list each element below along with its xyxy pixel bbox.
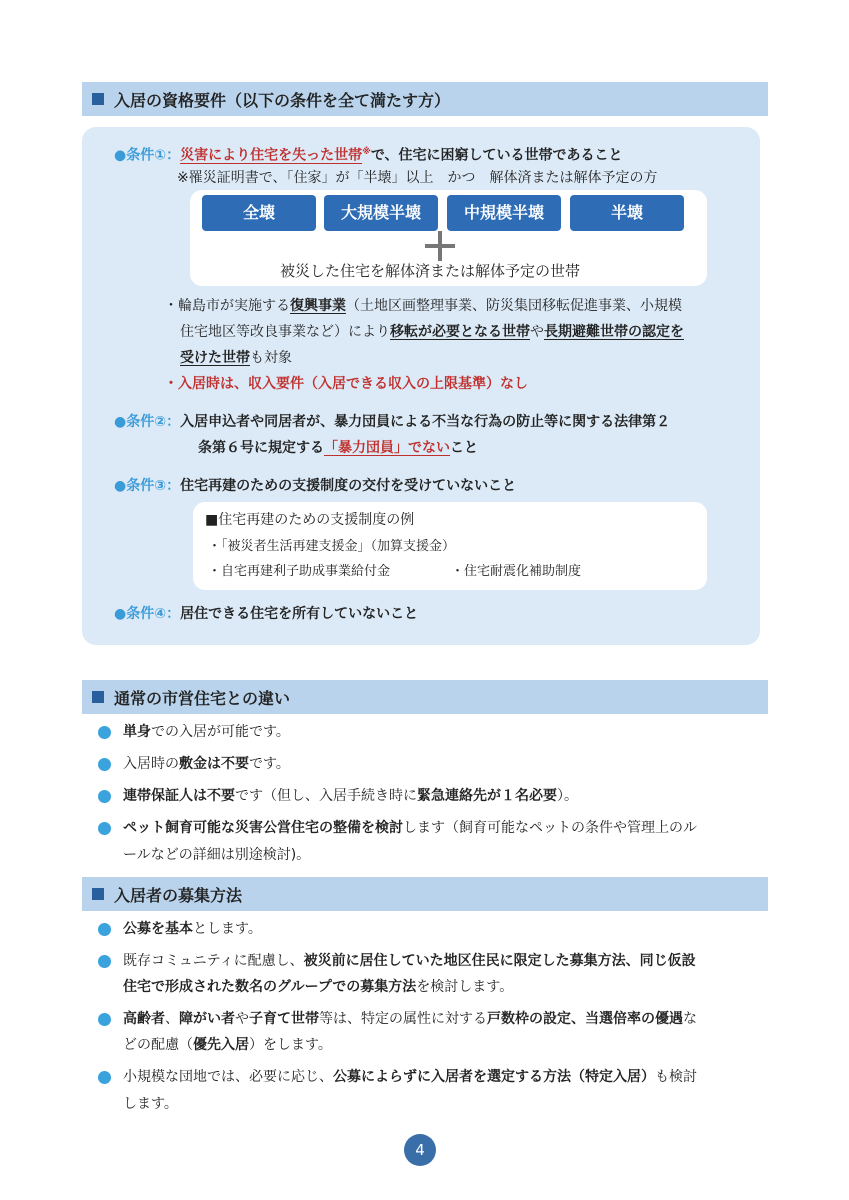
list-item: 連帯保証人は不要です（但し、入居手続き時に緊急連絡先が１名必要）。	[123, 788, 578, 804]
condition-1-bullet-1-line-3: 受けた世帯も対象	[180, 350, 292, 366]
bullet-icon	[98, 955, 111, 968]
section-title: 通常の市営住宅との違い	[114, 689, 291, 708]
condition-1-text: で、住宅に困窮している世帯であること	[370, 147, 623, 164]
bullet-icon	[98, 1071, 111, 1084]
list-item: 単身での入居が可能です。	[123, 724, 290, 740]
section-header-differences	[82, 680, 768, 714]
note-mark: ※	[362, 147, 371, 157]
support-system-item: ・自宅再建利子助成事業給付金	[208, 564, 391, 579]
condition-3: ●条件③：住宅再建のための支援制度の交付を受けていないこと	[114, 478, 517, 494]
condition-1-highlight: 災害により住宅を失った世帯	[180, 147, 363, 164]
condition-2-line-2: 条第６号に規定する「暴力団員」でないこと	[198, 440, 478, 456]
demolished-household-text: 被災した住宅を解体済または解体予定の世帯	[280, 262, 581, 280]
bullet-icon	[98, 923, 111, 936]
square-marker-icon	[92, 691, 104, 703]
list-item: 公募を基本とします。	[123, 921, 262, 937]
list-item-continuation: します。	[123, 1096, 178, 1112]
condition-1-bullet-1-line-2: 住宅地区等改良事業など）により移転が必要となる世帯や長期避難世帯の認定を	[180, 324, 684, 340]
section-title: 入居者の募集方法	[114, 886, 243, 905]
bullet-icon	[98, 726, 111, 739]
list-item-continuation: 住宅で形成された数名のグループでの募集方法を検討します。	[123, 979, 514, 995]
condition-label: ●条件③：	[114, 478, 181, 494]
bullet-icon	[98, 822, 111, 835]
bullet-icon	[98, 1013, 111, 1026]
section-header-recruitment	[82, 877, 768, 911]
category-half-collapse: 半壊	[570, 195, 684, 231]
condition-4: ●条件④：居住できる住宅を所有していないこと	[114, 606, 419, 622]
list-item-continuation: ールなどの詳細は別途検討)。	[123, 847, 311, 863]
list-item: 高齢者、障がい者や子育て世帯等は、特定の属性に対する戸数枠の設定、当選倍率の優遇な	[123, 1011, 697, 1027]
category-total-collapse: 全壊	[202, 195, 316, 231]
square-marker-icon	[92, 888, 104, 900]
support-system-item: ・住宅耐震化補助制度	[451, 564, 582, 579]
list-item: 小規模な団地では、必要に応じ、公募によらずに入居者を選定する方法（特定入居）も検討	[123, 1069, 697, 1085]
condition-2-line-1: ●条件②：入居申込者や同居者が、暴力団員による不当な行為の防止等に関する法律第２	[114, 414, 671, 430]
section-title: 入居の資格要件（以下の条件を全て満たす方）	[114, 91, 451, 110]
support-system-title: ■住宅再建のための支援制度の例	[205, 512, 415, 528]
bullet-icon	[98, 790, 111, 803]
condition-1	[114, 142, 623, 166]
condition-label: ●条件②：	[114, 414, 181, 430]
list-item: ペット飼育可能な災害公営住宅の整備を検討します（飼育可能なペットの条件や管理上のル	[123, 820, 697, 836]
page-number: 4	[404, 1134, 436, 1166]
support-system-item: ・「被災者生活再建支援金」（加算支援金）	[208, 539, 456, 554]
category-medium-half-collapse: 中規模半壊	[447, 195, 561, 231]
square-marker-icon	[92, 93, 104, 105]
section-header-eligibility	[82, 82, 768, 116]
list-item: 既存コミュニティに配慮し、被災前に居住していた地区住民に限定した募集方法、同じ仮設	[123, 953, 696, 969]
list-item-continuation: どの配慮（優先入居）をします。	[123, 1037, 332, 1053]
category-large-half-collapse: 大規模半壊	[324, 195, 438, 231]
condition-1-note: ※罹災証明書で、「住家」が「半壊」以上 かつ 解体済または解体予定の方	[177, 170, 658, 186]
bullet-icon	[98, 758, 111, 771]
list-item: 入居時の敷金は不要です。	[123, 756, 290, 772]
plus-icon	[425, 231, 455, 261]
condition-label: ●条件①：	[114, 147, 181, 164]
condition-1-bullet-2: ・入居時は、収入要件（入居できる収入の上限基準）なし	[164, 376, 528, 392]
condition-1-bullet-1-line-1: ・輪島市が実施する復興事業（土地区画整理事業、防災集団移転促進事業、小規模	[164, 298, 682, 314]
condition-label: ●条件④：	[114, 606, 181, 622]
